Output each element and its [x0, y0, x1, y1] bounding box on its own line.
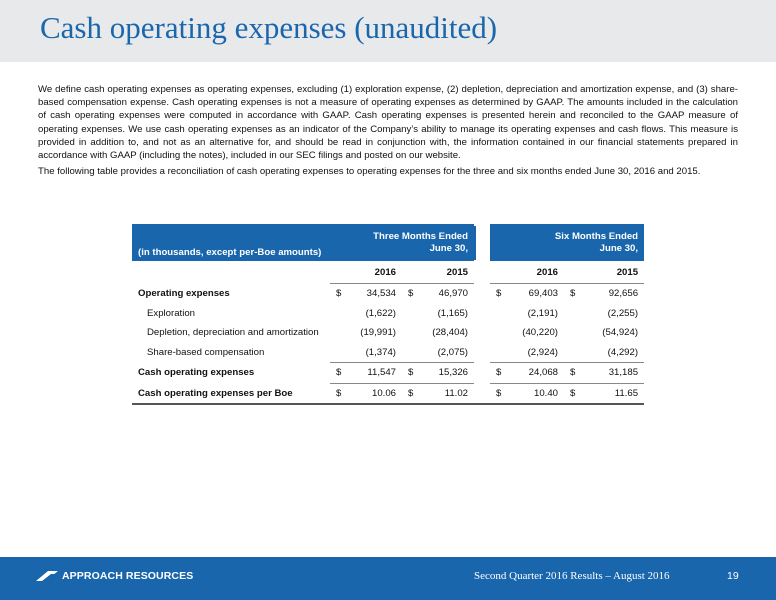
value-cell: (2,255)	[607, 307, 639, 319]
page-title: Cash operating expenses (unaudited)	[40, 10, 498, 45]
six-months-header	[490, 224, 644, 261]
dollar-sign: $	[490, 363, 510, 384]
value-cell: 11.65	[584, 383, 644, 404]
header-gap	[474, 224, 490, 261]
value-cell: (28,404)	[432, 327, 468, 339]
value-cell: (1,374)	[365, 346, 396, 358]
value-cell: (2,924)	[527, 346, 558, 358]
year-cell: 2016	[330, 261, 402, 284]
year-cell: 2015	[402, 261, 474, 284]
definition-paragraph: We define cash operating expenses as operating expenses, excluding (1) exploration expense, (2) depletion, depreciation and amortization expense, and (3) share-based compensation expense. Cash operating expenses is not a measure of operating expenses as determined by GAAP. The amounts included in the calculation of cash operating expenses were computed in accordance with GAAP. Cash operating expenses is presented herein and reconciled to the GAAP measure of operating expenses. We use cash operating expenses as an indicator of the Company’s ability to manage its operating expenses and cash flows. This measure is provided in addition to, and not as an alternative for, and should be read in conjunction with, the information contained in our financial statements prepared in accordance with GAAP (including the notes), included in our SEC filings and posted on our website.	[38, 84, 738, 162]
year-cell: 2015	[564, 261, 644, 284]
table-row	[132, 343, 644, 363]
row-label: Cash operating expenses per Boe	[132, 383, 330, 404]
value-cell: 46,970	[438, 288, 468, 300]
value-cell: 10.40	[510, 383, 564, 404]
table-header-row	[132, 224, 644, 261]
value-cell: 11.02	[422, 383, 474, 404]
value-cell: (2,191)	[527, 307, 558, 319]
dollar-sign: $	[330, 363, 350, 384]
dollar-sign	[330, 323, 350, 343]
value-cell: 92,656	[608, 288, 639, 300]
dollar-sign	[564, 323, 584, 343]
dollar-sign	[564, 304, 584, 324]
dollar-sign: $	[408, 288, 414, 300]
row-label: Share-based compensation	[147, 347, 265, 358]
value-cell: 69,403	[528, 288, 558, 300]
dollar-sign: $	[336, 288, 342, 300]
three-months-header-line1: Three Months Ended	[373, 230, 468, 242]
six-months-header-line2: June 30,	[599, 242, 639, 254]
row-label: Operating expenses	[138, 288, 230, 299]
value-cell: (2,075)	[437, 346, 468, 358]
value-cell: 10.06	[350, 383, 402, 404]
dollar-sign	[330, 343, 350, 363]
table-row	[132, 383, 644, 404]
dollar-sign: $	[570, 288, 576, 300]
value-cell: (54,924)	[602, 327, 639, 339]
dollar-sign	[490, 304, 510, 324]
three-months-header	[330, 224, 474, 261]
six-months-header-line1: Six Months Ended	[554, 230, 639, 242]
dollar-sign	[402, 323, 422, 343]
value-cell: 31,185	[584, 363, 644, 384]
page-number: 19	[727, 570, 739, 582]
year-cell: 2016	[490, 261, 564, 284]
dollar-sign	[564, 343, 584, 363]
dollar-sign: $	[496, 288, 502, 300]
reconciliation-table	[132, 224, 644, 405]
table-intro-paragraph: The following table provides a reconciliation of cash operating expenses to operating expenses for the three and six months ended June 30, 2016 and 2015.	[38, 166, 701, 177]
dollar-sign: $	[402, 383, 422, 404]
three-months-header-line2: June 30,	[429, 242, 468, 254]
value-cell: (19,991)	[360, 327, 396, 339]
dollar-sign	[402, 343, 422, 363]
value-cell: 15,326	[422, 363, 474, 384]
footer-note: Second Quarter 2016 Results – August 2016	[474, 570, 670, 582]
dollar-sign	[330, 304, 350, 324]
units-label: (in thousands, except per-Boe amounts)	[132, 224, 330, 261]
dollar-sign	[490, 323, 510, 343]
value-cell: 11,547	[350, 363, 402, 384]
dollar-sign: $	[564, 363, 584, 384]
row-label: Exploration	[147, 307, 195, 319]
dollar-sign: $	[402, 363, 422, 384]
table-row	[132, 284, 644, 304]
value-cell: (1,622)	[365, 307, 396, 319]
company-name: APPROACH RESOURCES	[62, 570, 194, 582]
dollar-sign: $	[564, 383, 584, 404]
value-cell: (4,292)	[607, 346, 639, 358]
row-label: Cash operating expenses	[138, 367, 255, 379]
approach-resources-logo-icon	[36, 570, 58, 582]
year-row	[132, 261, 644, 284]
row-label: Depletion, depreciation and amortization	[147, 327, 319, 339]
dollar-sign	[402, 304, 422, 324]
value-cell: (40,220)	[522, 327, 558, 339]
value-cell: (1,165)	[437, 307, 468, 319]
value-cell: 24,068	[510, 363, 564, 384]
dollar-sign: $	[330, 383, 350, 404]
value-cell: 34,534	[366, 288, 396, 300]
dollar-sign: $	[490, 383, 510, 404]
table-row	[132, 363, 644, 384]
table-row	[132, 304, 644, 324]
table-row	[132, 323, 644, 343]
dollar-sign	[490, 343, 510, 363]
